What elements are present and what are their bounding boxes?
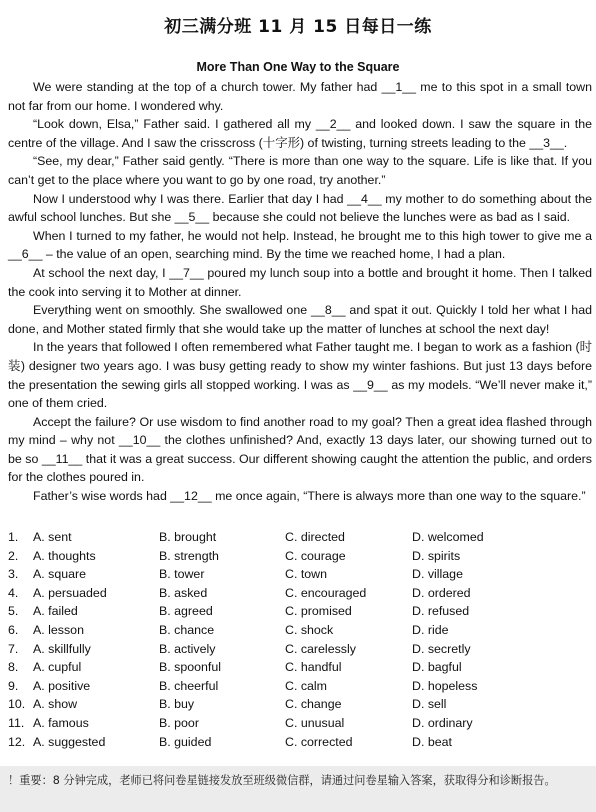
option-b: B. spoonful [159,660,221,675]
passage-paragraph: “See, my dear,” Father said gently. “There is more than one way to the square. Life is like that. If you can’t get to the place where you want to go by one road, try another.” [8,154,592,187]
passage-paragraph: Now I understood why I was there. Earlier that day I had __4__ my mother to do something about the awful school lunches. But she __5__ because she could not believe the lunches were as bad as I said. [8,191,592,225]
option-b: B. cheerful [159,678,219,693]
option-d: D. ordered [412,585,471,600]
option-d: D. bagful [412,660,462,675]
question-number: 8. [8,660,19,675]
question-row [8,640,592,659]
question-row [8,547,592,566]
question-row [8,714,592,733]
question-row [8,695,592,714]
option-c: C. corrected [285,734,353,749]
passage-paragraph: At school the next day, I __7__ poured my lunch soup into a bottle and brought it home. Then I talked the cook into serving it to Mother at dinner. [8,265,592,299]
option-b: B. chance [159,622,215,637]
option-a: A. lesson [33,622,84,637]
option-c: C. encouraged [285,585,367,600]
passage-paragraph: In the years that followed I often remembered what Father taught me. I began to work as a fashion (时装) designer two years ago. I was busy getting ready to show my winter fashions. But just 13 days before the presentation the sewing girls all stopped working. I was as __9__ as my models. “We’ll never make it,” one of them cried. [8,340,592,411]
page-title: 初三满分班 11 月 15 日每日一练 [164,17,432,37]
option-d: D. hopeless [412,678,478,693]
question-row [8,602,592,621]
question-number: 2. [8,548,19,563]
question-row [8,584,592,603]
question-number: 3. [8,567,19,582]
option-a: A. suggested [33,734,106,749]
question-row [8,528,592,547]
option-a: A. cupful [33,660,82,675]
option-a: A. persuaded [33,585,107,600]
notice-banner [0,766,596,812]
option-a: A. skillfully [33,641,91,656]
passage-paragraph: Everything went on smoothly. She swallowed one __8__ and spat it out. Quickly I told her what I had done, and Mother stated firmly that she would take up the matter of lunches at school the next day! [8,303,592,336]
question-number: 7. [8,641,19,656]
option-c: C. carelessly [285,641,356,656]
option-b: B. poor [159,715,199,730]
option-b: B. brought [159,530,217,544]
question-number: 11. [8,715,25,730]
question-number: 5. [8,604,19,619]
option-d: D. sell [412,697,447,712]
option-d: D. refused [412,604,470,619]
option-c: C. town [285,567,328,582]
passage-paragraph: Father’s wise words had __12__ me once again, “There is always more than one way to the square.” [33,489,586,504]
option-b: B. buy [159,697,195,712]
option-d: D. beat [412,734,452,749]
passage-body [8,78,592,506]
option-c: C. shock [285,622,334,637]
option-a: A. square [33,567,87,582]
answer-options-list [8,528,592,751]
option-d: D. village [412,567,463,582]
option-a: A. positive [33,678,91,693]
passage-paragraph: When I turned to my father, he would not help. Instead, he brought me to this high tower to give me a __6__ – the value of an open, searching mind. By the time we reached home, I had a plan. [8,228,592,262]
option-c: C. unusual [285,715,345,730]
option-b: B. tower [159,567,205,582]
question-row [8,658,592,677]
option-d: D. welcomed [412,530,484,544]
passage-title: More Than One Way to the Square [196,60,400,74]
question-row [8,733,592,752]
option-c: C. directed [285,530,345,544]
option-d: D. secretly [412,641,471,656]
option-a: A. show [33,697,78,712]
option-b: B. asked [159,585,208,600]
option-b: B. strength [159,548,219,563]
question-number: 1. [8,530,19,544]
passage-paragraph: Accept the failure? Or use wisdom to find another road to my goal? Then a great idea flashed through my mind – why not __10__ the clothes unfinished? And, exactly 13 days later, our showing turned out to be so __11__ that it was a great success. Our different showing caught the attention the public, and orders for the clothes poured in. [8,414,592,485]
option-a: A. thoughts [33,548,96,563]
option-c: C. courage [285,548,346,563]
option-d: D. ride [412,622,449,637]
option-b: B. guided [159,734,212,749]
option-a: A. sent [33,530,72,544]
passage-paragraph: We were standing at the top of a church tower. My father had __1__ me to this spot in a small town not far from our home. I wondered why. [8,80,592,113]
question-number: 6. [8,622,19,637]
question-number: 12. [8,734,26,749]
option-d: D. spirits [412,548,461,563]
option-d: D. ordinary [412,715,473,730]
option-a: A. failed [33,604,78,619]
question-row [8,677,592,696]
option-c: C. handful [285,660,342,675]
option-b: B. actively [159,641,216,656]
notice-text: ！重要：8 分钟完成，老师已将问卷星链接发放至班级微信群，请通过问卷星输入答案，获取得分和诊断报告。 [8,774,556,787]
question-row [8,565,592,584]
question-number: 9. [8,678,19,693]
question-row [8,621,592,640]
option-c: C. calm [285,678,327,693]
question-number: 4. [8,585,19,600]
option-a: A. famous [33,715,89,730]
passage-paragraph: “Look down, Elsa,” Father said. I gathered all my __2__ and looked down. I saw the square in the centre of the village. And I saw the crisscross (十字形) of twisting, turning streets leading to the __3__. [8,117,592,150]
option-c: C. change [285,697,342,712]
option-c: C. promised [285,604,352,619]
question-number: 10. [8,697,26,712]
option-b: B. agreed [159,604,213,619]
